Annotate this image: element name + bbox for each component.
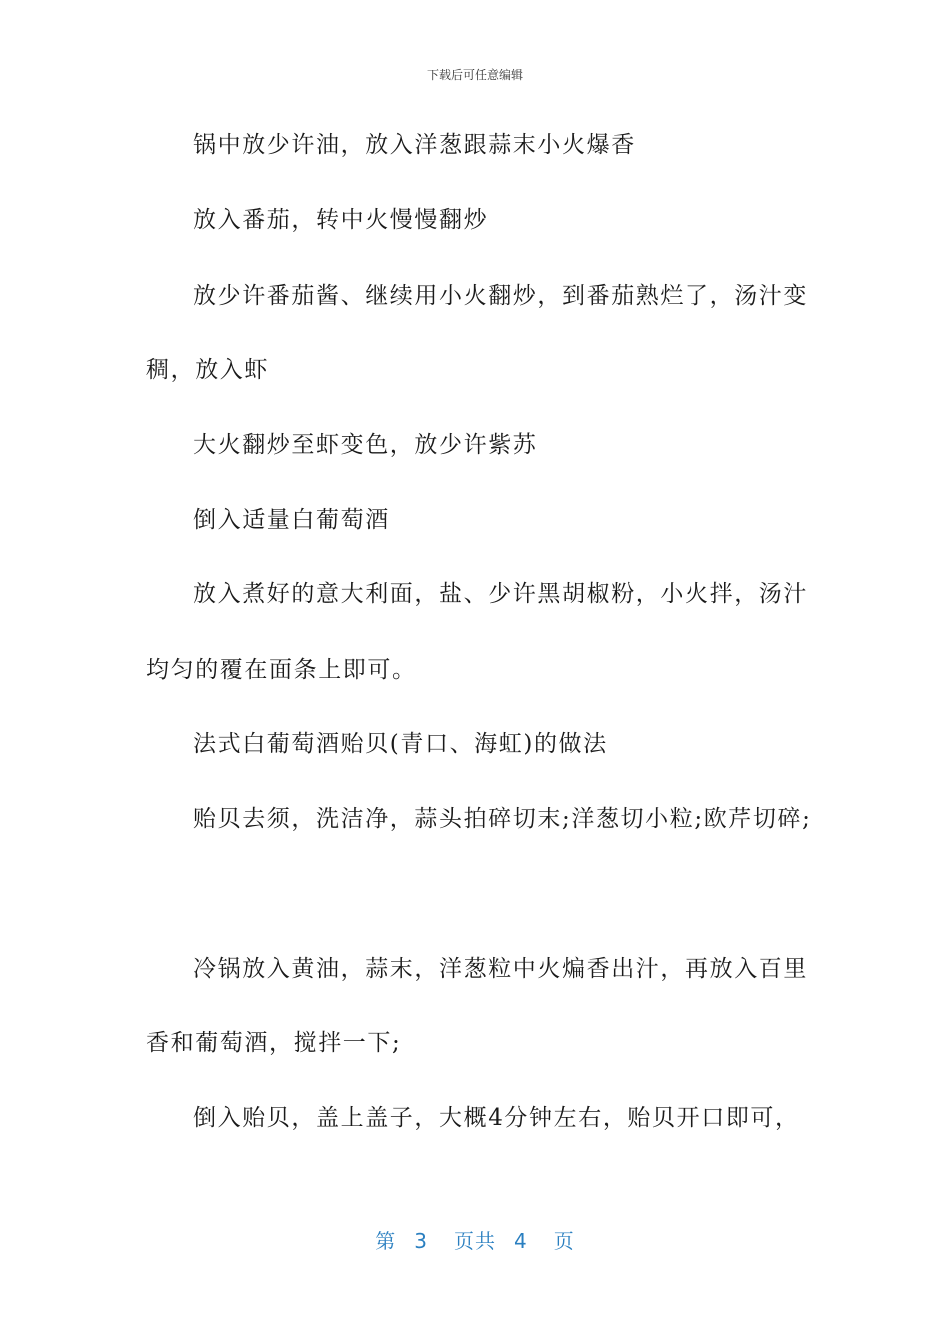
paragraph-line: 大火翻炒至虾变色，放少许紫苏	[193, 432, 538, 458]
paragraph-line: 贻贝去须，洗洁净，蒜头拍碎切末;洋葱切小粒;欧芹切碎;	[193, 806, 812, 832]
paragraph-line: 倒入贻贝，盖上盖子，大概4分钟左右，贻贝开口即可，	[193, 1105, 800, 1131]
total-pages-number: 4	[514, 1229, 528, 1253]
page-number-footer	[0, 1225, 950, 1254]
paragraph-line: 冷锅放入黄油，蒜末，洋葱粒中火煸香出汁，再放入百里	[193, 956, 808, 982]
paragraph-line: 稠，放入虾	[146, 357, 269, 383]
section-heading: 法式白葡萄酒贻贝(青口、海虹)的做法	[193, 731, 608, 757]
footer-middle: 页共	[454, 1229, 496, 1253]
footer-suffix: 页	[553, 1229, 575, 1253]
paragraph-line: 香和葡萄酒，搅拌一下;	[146, 1030, 402, 1056]
paragraph-line: 均匀的覆在面条上即可。	[146, 657, 417, 683]
current-page-number: 3	[414, 1229, 428, 1253]
page-header-note: 下载后可任意编辑	[426, 68, 523, 82]
paragraph-line: 放少许番茄酱、继续用小火翻炒，到番茄熟烂了，汤汁变	[193, 283, 808, 309]
paragraph-line: 放入番茄，转中火慢慢翻炒	[193, 207, 489, 233]
paragraph-line: 倒入适量白葡萄酒	[193, 507, 390, 533]
paragraph-line: 锅中放少许油，放入洋葱跟蒜末小火爆香	[193, 132, 636, 158]
paragraph-line: 放入煮好的意大利面，盐、少许黑胡椒粉，小火拌，汤汁	[193, 581, 808, 607]
footer-prefix: 第	[375, 1229, 397, 1253]
